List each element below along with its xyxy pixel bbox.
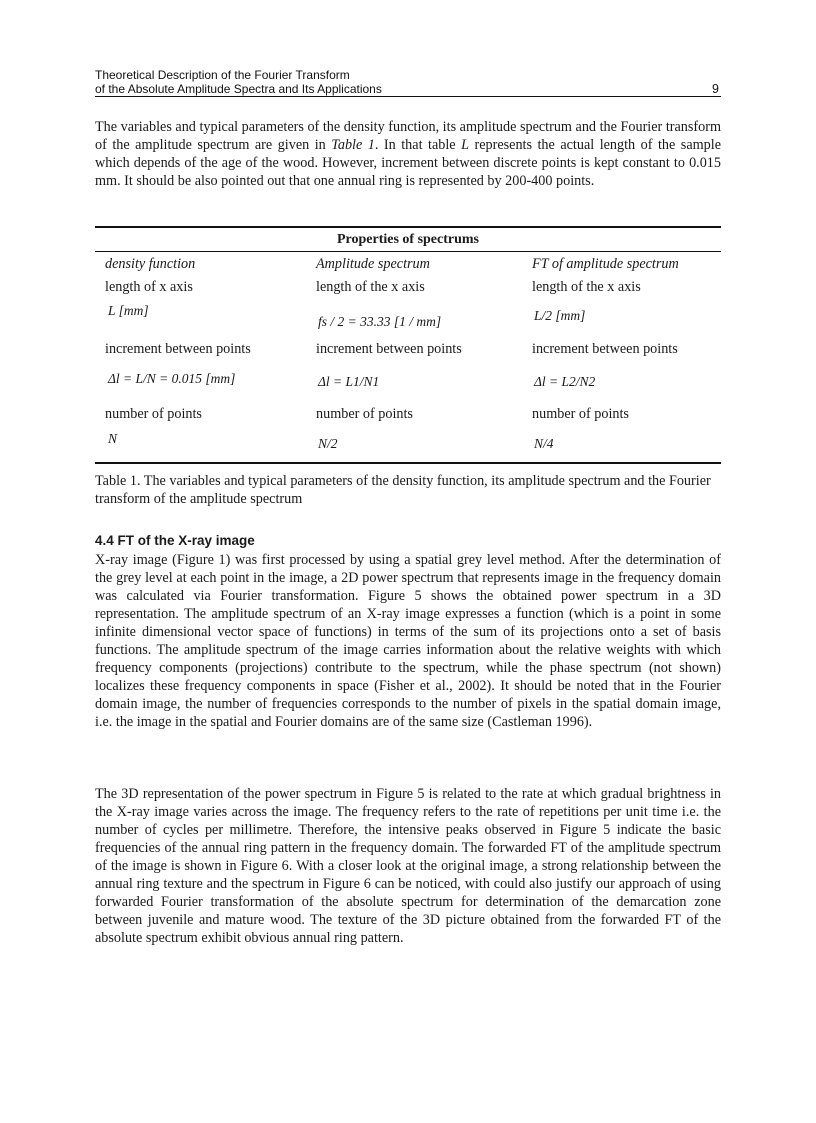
row2-value-amplitude: Δl = L1/N1: [318, 374, 380, 389]
table-header-rule: [95, 251, 721, 252]
row3-value-density: N: [108, 431, 118, 446]
table-top-rule: [95, 226, 721, 228]
row3-label-amplitude: number of points: [316, 406, 413, 422]
table-reference: Table 1: [331, 137, 375, 153]
header-rule: [95, 96, 721, 97]
row1-label-density: length of x axis: [105, 279, 193, 295]
row2-label-ft: increment between points: [532, 341, 678, 357]
row3-value-amplitude: N/2: [318, 436, 338, 451]
running-header-line2: of the Absolute Amplitude Spectra and Its Applications: [95, 82, 382, 96]
intro-text-3: represents the actual length of the sample which depends of the age of the wood. However, increment between discrete points is kept constant to 0.015 mm. It should be also pointed out that one annual ring is represented by 200-400 points.: [95, 137, 721, 189]
row3-label-density: number of points: [105, 406, 202, 422]
row2-label-amplitude: increment between points: [316, 341, 462, 357]
row1-label-ft: length of the x axis: [532, 279, 641, 295]
col-header-density: density function: [105, 256, 196, 272]
running-header-line1: Theoretical Description of the Fourier Transform: [95, 68, 350, 82]
row2-label-density: increment between points: [105, 341, 251, 357]
row1-value-ft: L/2 [mm]: [534, 308, 586, 323]
row2-value-ft: Δl = L2/N2: [534, 374, 596, 389]
row1-label-amplitude: length of the x axis: [316, 279, 425, 295]
row3-label-ft: number of points: [532, 406, 629, 422]
col-header-amplitude: Amplitude spectrum: [316, 256, 430, 272]
section-paragraph-1: X-ray image (Figure 1) was first processed by using a spatial grey level method. After the determination of the grey level at each point in the image, a 2D power spectrum that represents image in the frequency domain was calculated via Fourier transformation. Figure 5 shows the obtained power spectrum in a 3D representation. The amplitude spectrum of an X-ray image expresses a function (which is a point in some infinite dimensional vector space of functions) in terms of the sum of its projections onto a set of basis functions. The amplitude spectrum of the image carries information about the relative weights with which frequency components (projections) contribute to the spectrum, while the phase spectrum (not shown) localizes these frequency components in space (Fisher et al., 2002). It should be noted that in the Fourier domain image, the number of frequencies corresponds to the number of pixels in the spatial domain image, i.e. the image in the spatial and Fourier domains are of the same size (Castleman 1996).: [95, 552, 721, 730]
table-caption: Table 1. The variables and typical parameters of the density function, its amplitude spectrum and the Fourier transform of the amplitude spectrum: [95, 473, 711, 507]
section-heading: 4.4 FT of the X-ray image: [95, 533, 255, 548]
col-header-ft: FT of amplitude spectrum: [532, 256, 679, 272]
row1-value-amplitude: fs / 2 = 33.33 [1 / mm]: [318, 314, 442, 329]
intro-text-2: . In that table: [374, 137, 462, 153]
row2-value-density: Δl = L/N = 0.015 [mm]: [108, 371, 236, 386]
row3-value-ft: N/4: [534, 436, 554, 451]
section-paragraph-2: The 3D representation of the power spectrum in Figure 5 is related to the rate at which gradual brightness in the X-ray image varies across the image. The frequency refers to the rate of repetitions per unit time i.e. the number of cycles per millimetre. Therefore, the intensive peaks observed in Figure 5 indicate the basic frequencies of the annual ring pattern in the frequency domain. The forwarded FT of the amplitude spectrum of the image is shown in Figure 6. With a closer look at the original image, a strong relationship between the annual ring texture and the spectrum in Figure 6 can be noticed, with could also justify our approach of using forwarded Fourier transformation of the absolute spectrum for determination of the demarcation zone between juvenile and mature wood. The texture of the 3D picture obtained from the forwarded FT of the absolute spectrum exhibit obvious annual ring pattern.: [95, 786, 721, 946]
table-title: Properties of spectrums: [336, 232, 480, 247]
page-number: 9: [712, 82, 719, 96]
intro-paragraph: [95, 118, 721, 190]
intro-text-1: The variables and typical parameters of the density function, its amplitude spectrum and the Fourier transform of the amplitude spectrum are given in: [95, 119, 721, 153]
row1-value-density: L [mm]: [108, 303, 149, 318]
running-header: [95, 68, 721, 96]
table-bottom-rule: [95, 462, 721, 464]
variable-L: L: [461, 137, 469, 153]
